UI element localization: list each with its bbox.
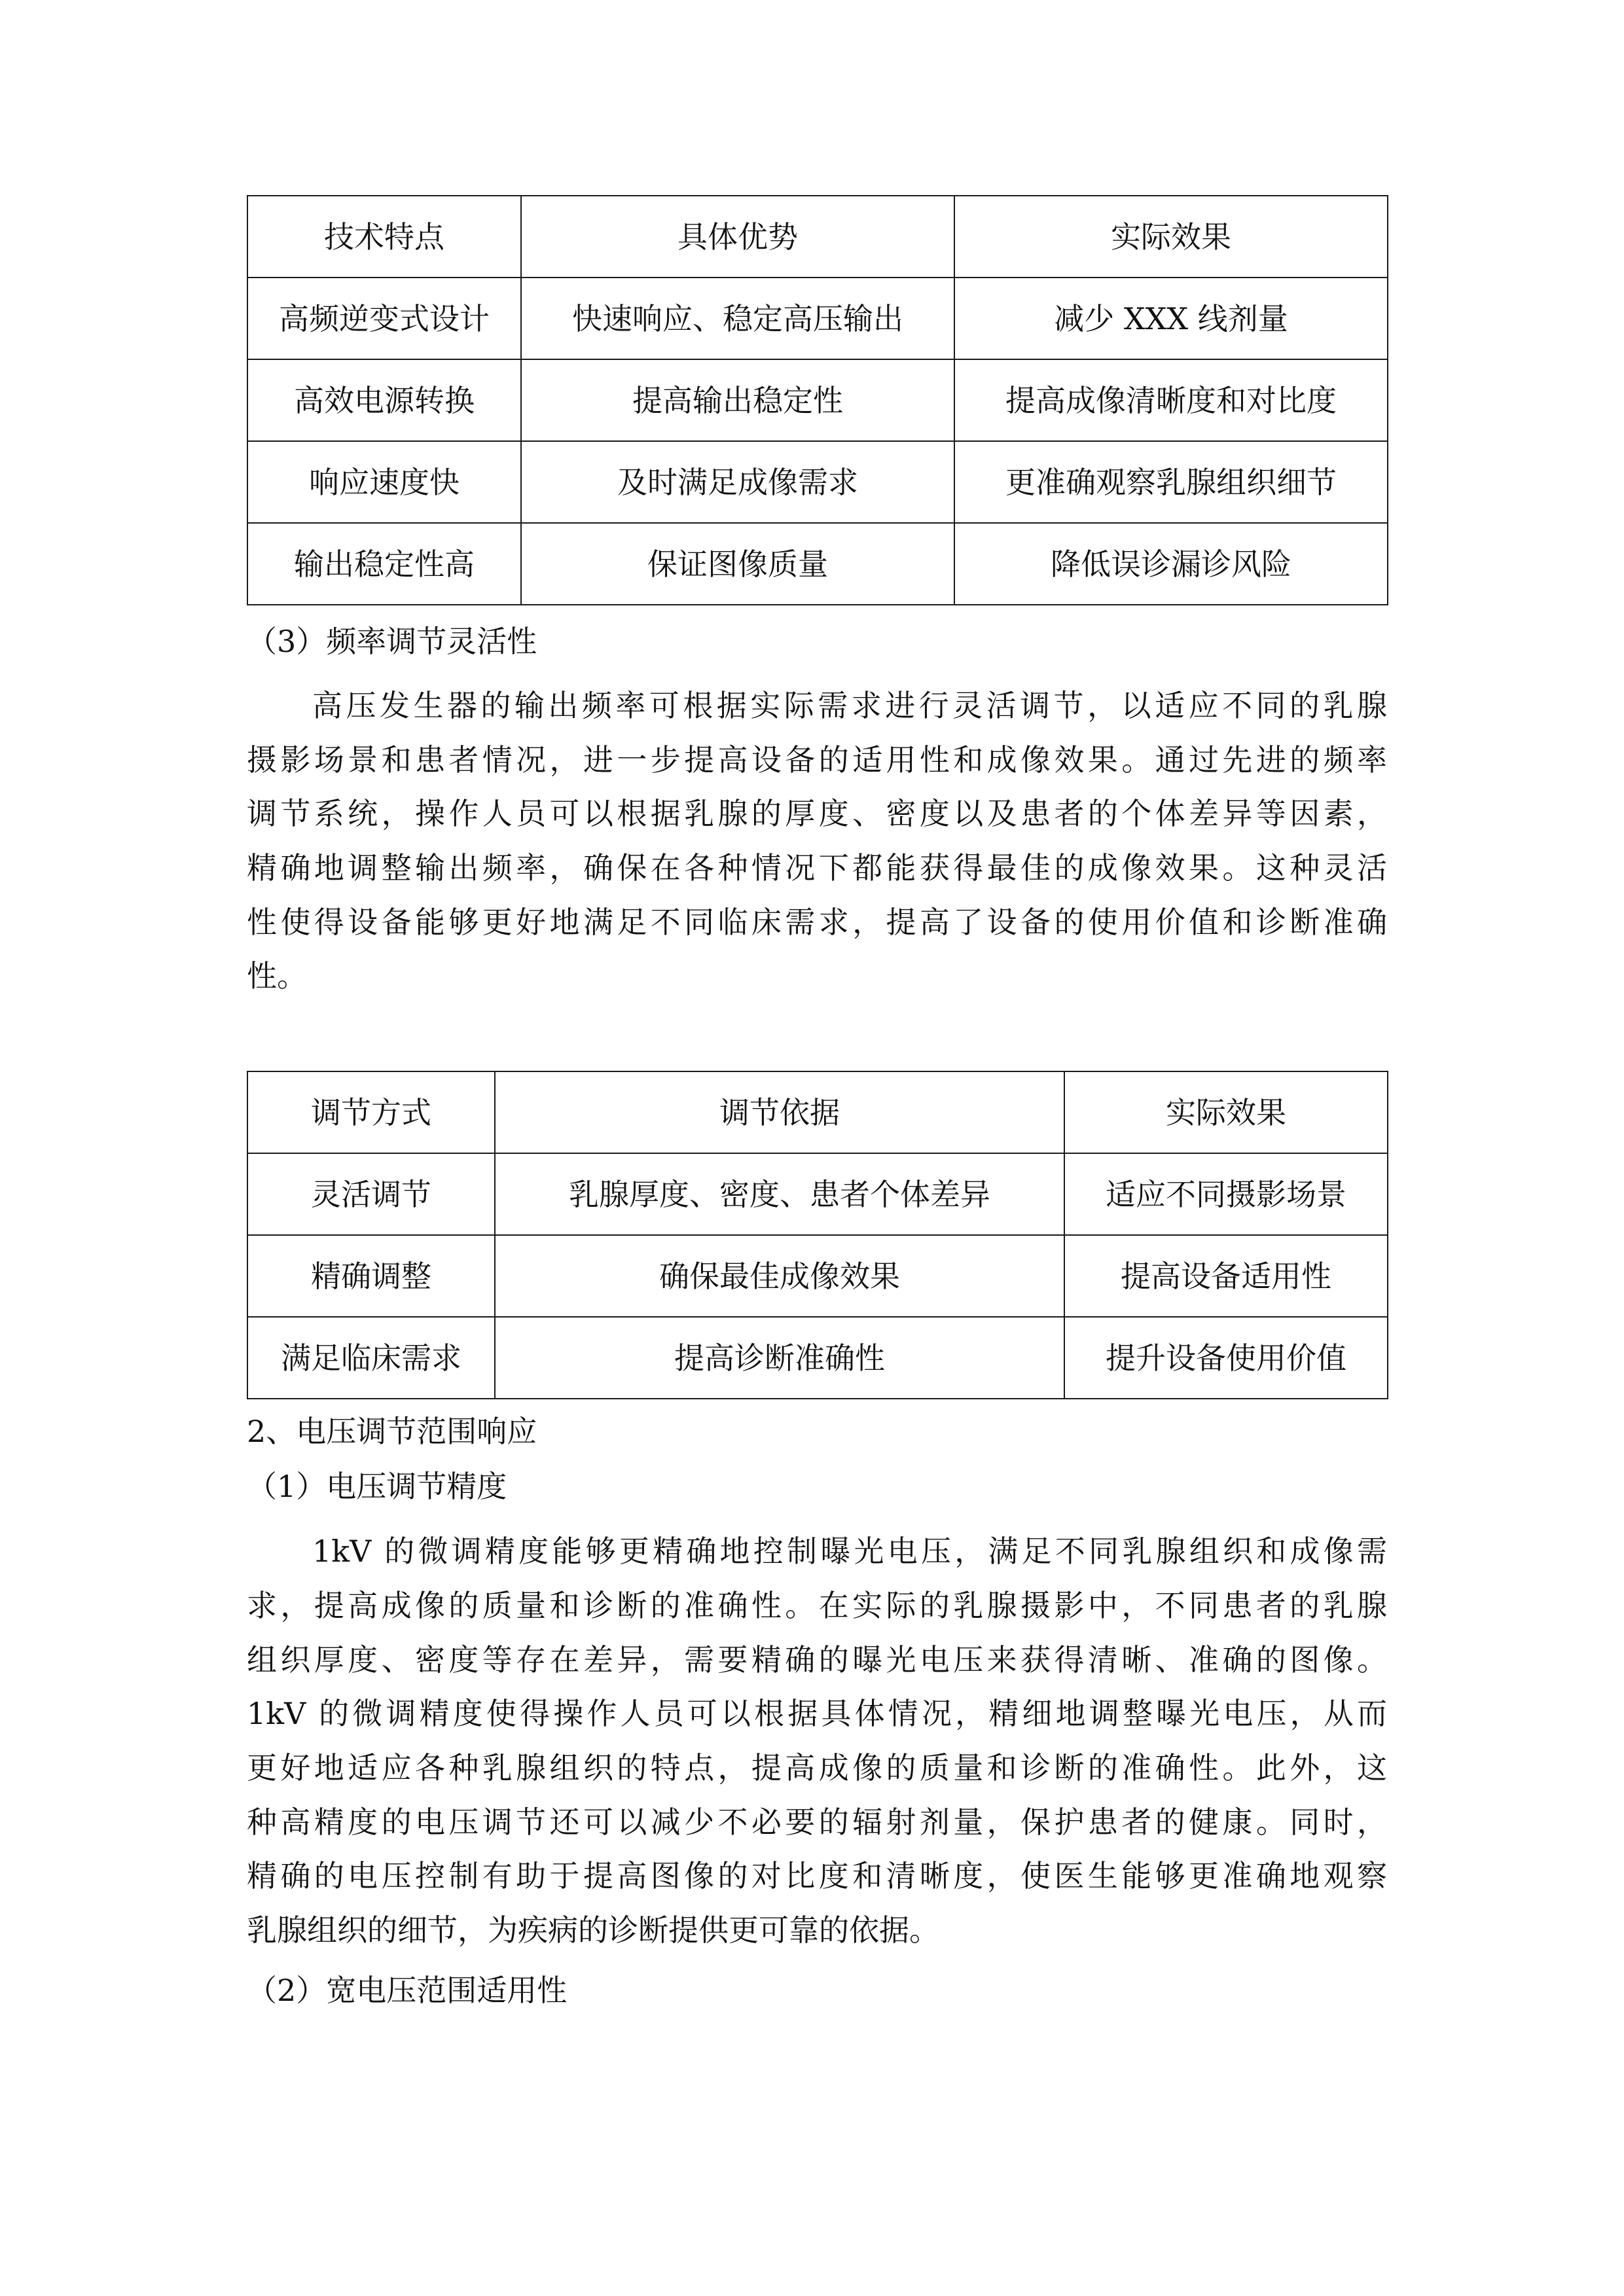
table-header-cell: 技术特点 [247, 196, 521, 278]
paragraph-line: 调节系统，操作人员可以根据乳腺的厚度、密度以及患者的个体差异等因素， [247, 796, 1387, 831]
table-cell: 乳腺厚度、密度、患者个体差异 [495, 1153, 1064, 1235]
table-cell: 响应速度快 [247, 441, 521, 523]
table-cell: 适应不同摄影场景 [1064, 1153, 1388, 1235]
table-cell: 确保最佳成像效果 [495, 1235, 1064, 1317]
table-cell: 更准确观察乳腺组织细节 [954, 441, 1388, 523]
subheading-voltage-precision: （1）电压调节精度 [247, 1469, 507, 1504]
frequency-adjustment-table [247, 1071, 1388, 1399]
table-cell: 提升设备使用价值 [1064, 1317, 1388, 1399]
table-cell: 高效电源转换 [247, 359, 521, 441]
section-heading-voltage: 2、电压调节范围响应 [247, 1414, 537, 1449]
table-cell: 减少 XXX 线剂量 [954, 278, 1388, 359]
paragraph-line: 精确地调整输出频率，确保在各种情况下都能获得最佳的成像效果。这种灵活 [247, 850, 1387, 886]
table-cell: 提高成像清晰度和对比度 [954, 359, 1388, 441]
table-cell: 输出稳定性高 [247, 523, 521, 605]
table-header-row [247, 1071, 1388, 1153]
table-row [247, 441, 1388, 523]
paragraph-line: 摄影场景和患者情况，进一步提高设备的适用性和成像效果。通过先进的频率 [247, 742, 1387, 778]
table-cell: 提高输出稳定性 [521, 359, 954, 441]
table-header-cell: 具体优势 [521, 196, 954, 278]
table-row [247, 278, 1388, 359]
paragraph-line: 1kV 的微调精度能够更精确地控制曝光电压，满足不同乳腺组织和成像需 [312, 1534, 1387, 1569]
paragraph-line: 乳腺组织的细节，为疾病的诊断提供更可靠的依据。 [247, 1912, 939, 1948]
paragraph-line: 种高精度的电压调节还可以减少不必要的辐射剂量，保护患者的健康。同时， [247, 1804, 1387, 1840]
paragraph-line: 求，提高成像的质量和诊断的准确性。在实际的乳腺摄影中，不同患者的乳腺 [247, 1588, 1387, 1623]
table-header-cell: 实际效果 [954, 196, 1388, 278]
table-row [247, 1235, 1388, 1317]
paragraph-line: 更好地适应各种乳腺组织的特点，提高成像的质量和诊断的准确性。此外，这 [247, 1750, 1387, 1785]
table-cell: 及时满足成像需求 [521, 441, 954, 523]
section-heading-frequency: （3）频率调节灵活性 [247, 624, 537, 659]
table-cell: 降低误诊漏诊风险 [954, 523, 1388, 605]
paragraph-line: 性使得设备能够更好地满足不同临床需求，提高了设备的使用价值和诊断准确 [247, 905, 1387, 940]
table-cell: 提高诊断准确性 [495, 1317, 1064, 1399]
table-row [247, 359, 1388, 441]
table-row [247, 523, 1388, 605]
subheading-wide-voltage-range: （2）宽电压范围适用性 [247, 1973, 568, 2008]
paragraph-line: 组织厚度、密度等存在差异，需要精确的曝光电压来获得清晰、准确的图像。 [247, 1642, 1387, 1677]
table-cell: 保证图像质量 [521, 523, 954, 605]
technical-features-table [247, 195, 1388, 605]
paragraph-line: 性。 [247, 958, 307, 994]
paragraph-line: 1kV 的微调精度使得操作人员可以根据具体情况，精细地调整曝光电压，从而 [247, 1696, 1387, 1731]
table-header-row [247, 196, 1388, 278]
paragraph-line: 精确的电压控制有助于提高图像的对比度和清晰度，使医生能够更准确地观察 [247, 1858, 1387, 1893]
table-cell: 精确调整 [247, 1235, 495, 1317]
table-cell: 快速响应、稳定高压输出 [521, 278, 954, 359]
table-header-cell: 调节依据 [495, 1071, 1064, 1153]
table-cell: 灵活调节 [247, 1153, 495, 1235]
table-cell: 提高设备适用性 [1064, 1235, 1388, 1317]
table-row [247, 1153, 1388, 1235]
table-header-cell: 实际效果 [1064, 1071, 1388, 1153]
table-cell: 满足临床需求 [247, 1317, 495, 1399]
table-cell: 高频逆变式设计 [247, 278, 521, 359]
table-row [247, 1317, 1388, 1399]
table-header-cell: 调节方式 [247, 1071, 495, 1153]
paragraph-line: 高压发生器的输出频率可根据实际需求进行灵活调节，以适应不同的乳腺 [312, 688, 1387, 723]
